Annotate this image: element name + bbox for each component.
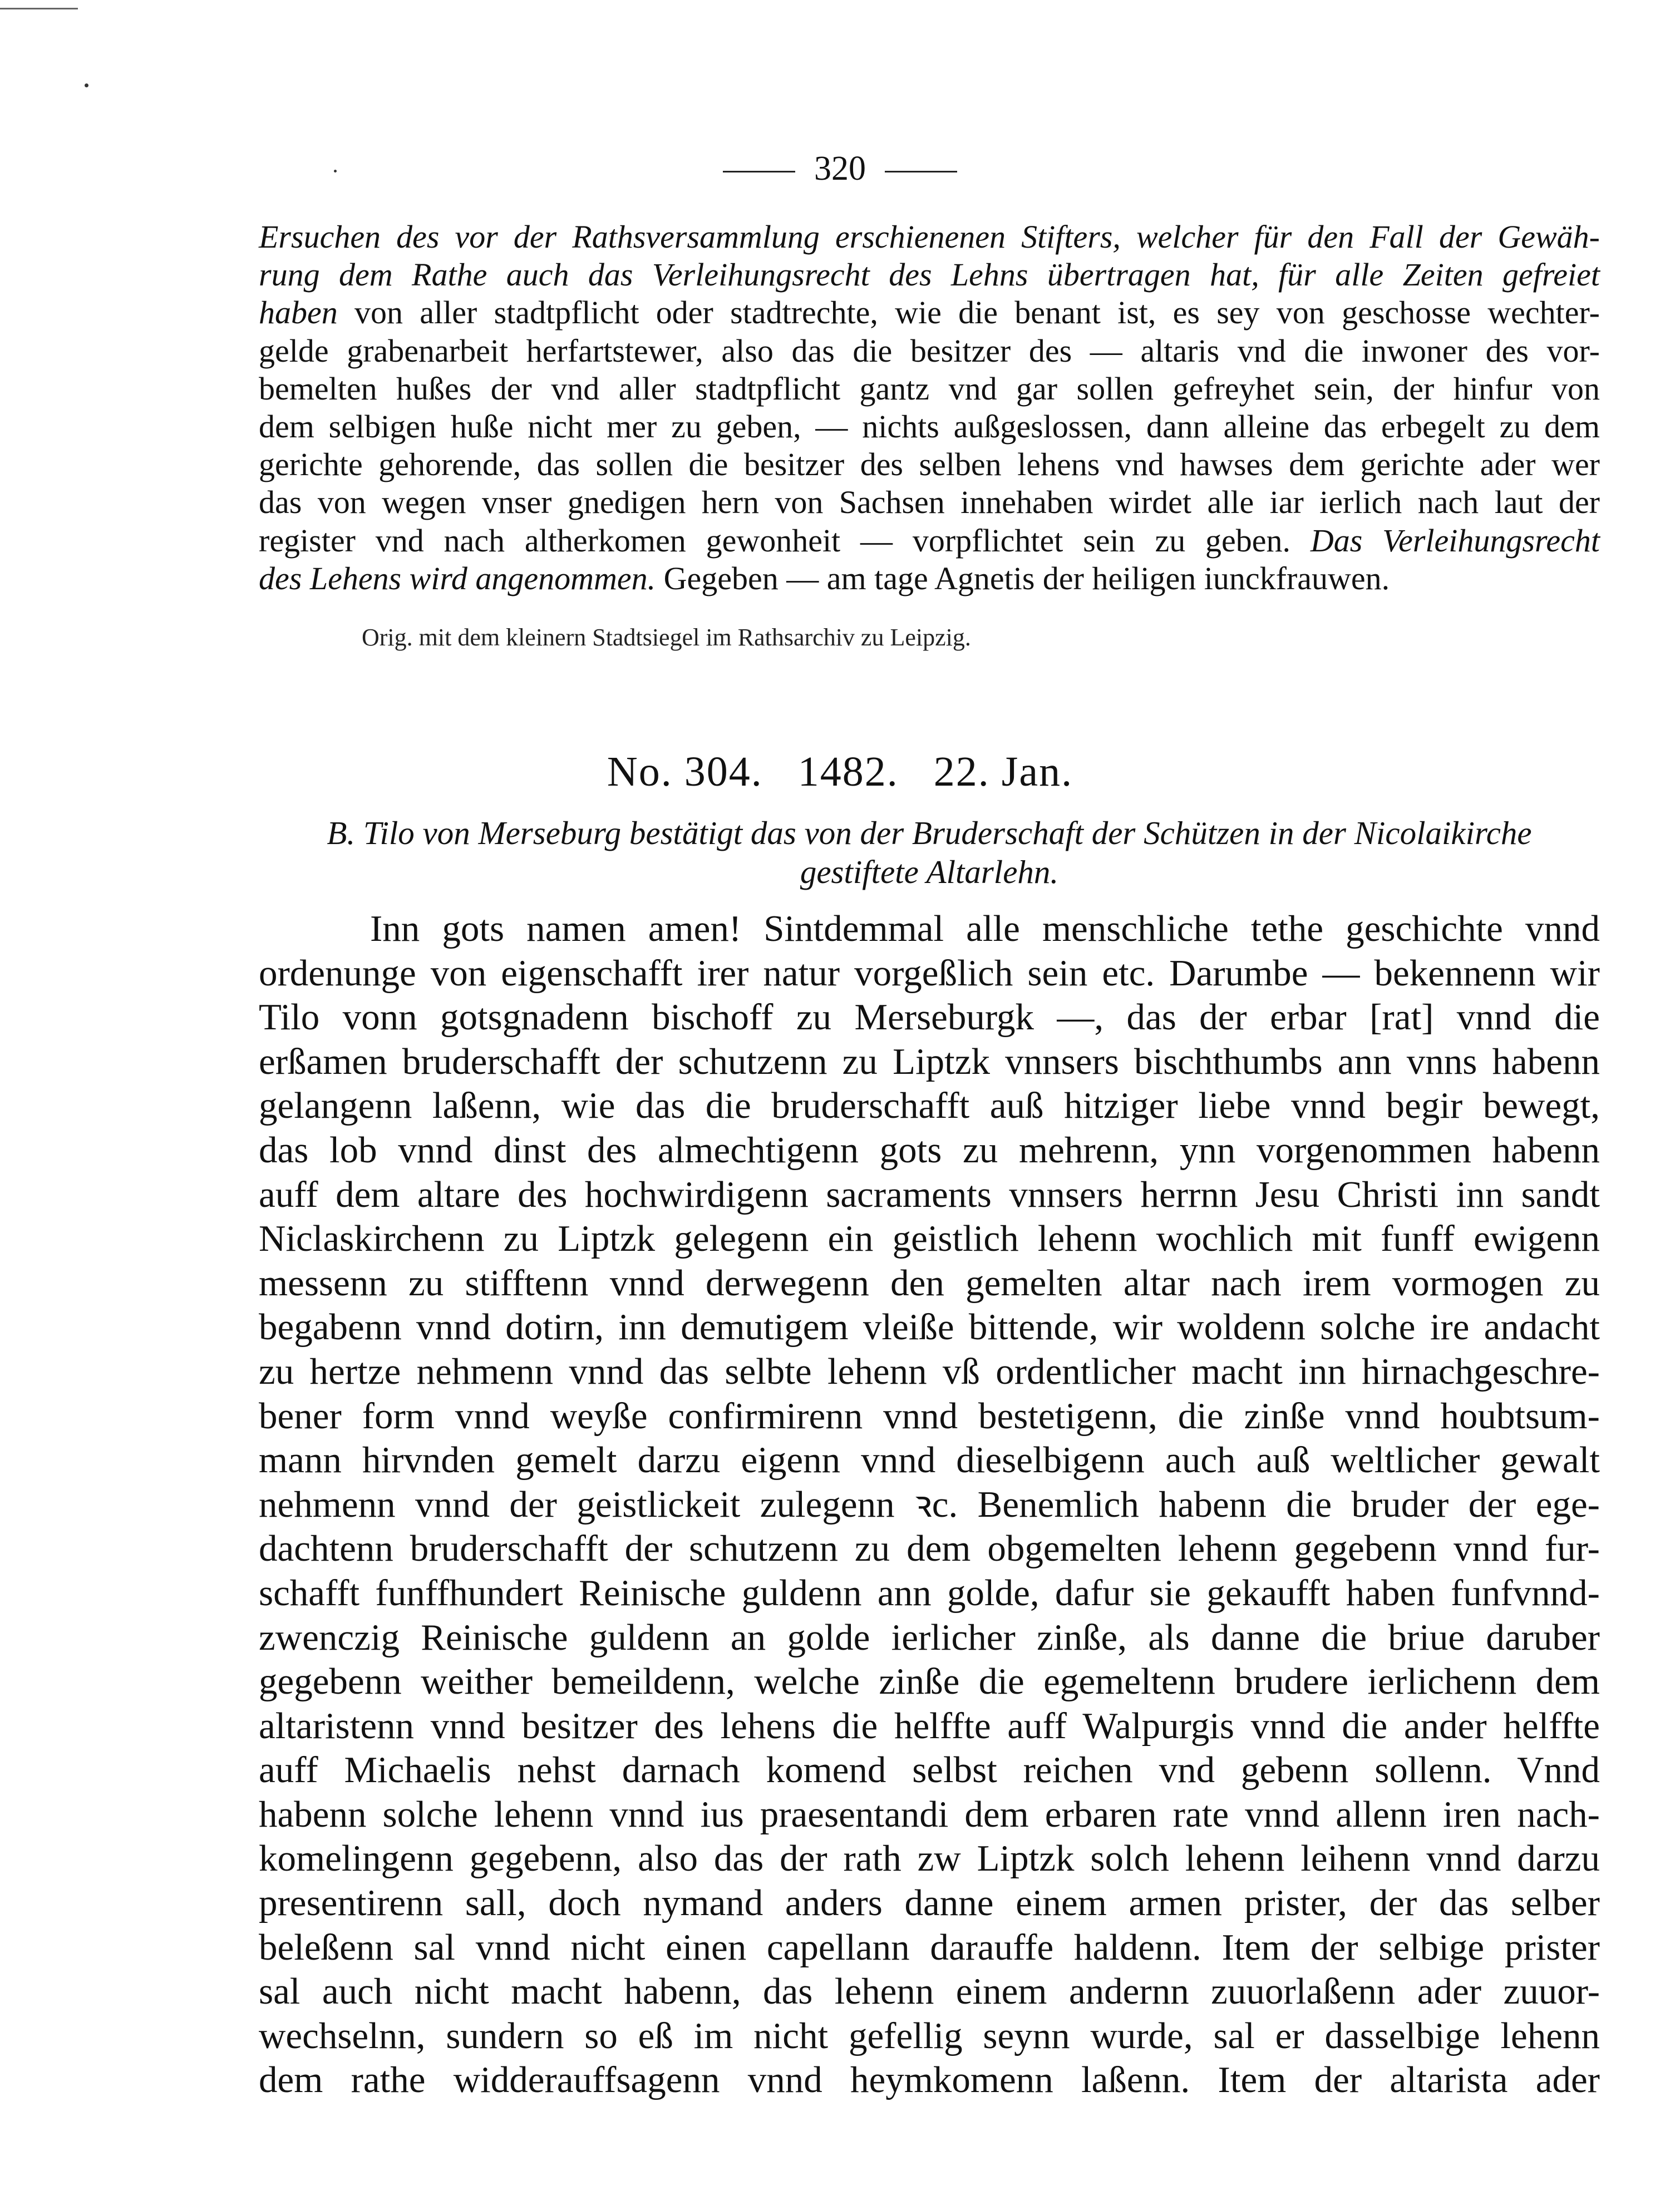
quoted-text: von aller stadtpflicht oder stadtrechte, wie die benant ist, es sey von geschosse wechter- [337, 294, 1600, 331]
intro-line [259, 370, 1600, 408]
intro-line [259, 218, 1600, 256]
header-dash-right [885, 171, 957, 172]
summary-line: gestiftete Altarlehn. [800, 854, 1059, 890]
editorial-italic-text: des Lehens wird angenommen. [259, 560, 656, 596]
quoted-text: bemelten hußes der vnd aller stadtpflicht gantz vnd gar sollen gefreyhet sein, der hinfur von [259, 370, 1600, 407]
document-heading: No. 304. 1482. 22. Jan. [607, 748, 1073, 795]
body-line: bener form vnnd weyße confirmirenn vnnd bestetigenn, die zinße vnnd houbtsum- [259, 1395, 1600, 1437]
summary-line: B. Tilo von Merseburg bestätigt das von der Bruderschaft der Schützen in der Nicolaikirche [327, 815, 1532, 851]
quoted-text: register vnd nach altherkomen gewonheit — vorpflichtet sein zu geben. [259, 522, 1311, 559]
body-line: beleßenn sal vnnd nicht einen capellann darauffe haldenn. Item der selbige prister [259, 1926, 1600, 1968]
body-line: Niclaskirchenn zu Liptzk gelegenn ein geistlich lehenn wochlich mit funff ewigenn [259, 1218, 1600, 1260]
source-note: Orig. mit dem kleinern Stadtsiegel im Rathsarchiv zu Leipzig. [362, 624, 971, 651]
body-line: auff dem altare des hochwirdigenn sacraments vnnsers herrnn Jesu Christi inn sandt [259, 1173, 1600, 1215]
body-line: altaristenn vnnd besitzer des lehens die helffte auff Walpurgis vnnd die ander helffte [259, 1705, 1600, 1747]
intro-line [259, 408, 1600, 446]
document-summary [259, 813, 1600, 891]
page-header [0, 149, 1680, 188]
body-line: auff Michaelis nehst darnach komend selbst reichen vnd gebenn sollenn. Vnnd [259, 1749, 1600, 1791]
body-line: gegebenn weither bemeildenn, welche zinße die egemeltenn brudere ierlichenn dem [259, 1661, 1600, 1703]
body-line: messenn zu stifftenn vnnd derwegenn den gemelten altar nach irem vormogen zu [259, 1262, 1600, 1304]
body-line: mann hirvnden gemelt darzu eigenn vnnd dieselbigenn auch auß weltlicher gewalt [259, 1439, 1600, 1481]
editorial-italic-text: haben [259, 294, 338, 331]
intro-line [259, 332, 1600, 370]
quoted-text: Gegeben — am tage Agnetis der heiligen iunckfrauwen. [656, 560, 1390, 596]
intro-line [259, 522, 1600, 560]
body-line: erßamen bruderschafft der schutzenn zu Liptzk vnnsers bischthumbs ann vnns habenn [259, 1040, 1600, 1082]
scan-speck [85, 83, 88, 87]
body-line: Inn gots namen amen! Sintdemmal alle menschliche tethe geschichte vnnd [370, 908, 1600, 949]
body-line: komelingenn gegebenn, also das der rath zw Liptzk solch lehenn leihenn vnnd darzu [259, 1838, 1600, 1880]
quoted-text: gelde grabenarbeit herfartstewer, also das die besitzer des — altaris vnd die inwoner des vor- [259, 332, 1600, 369]
body-line: nehmenn vnnd der geistlickeit zulegenn ꝛc. Benemlich habenn die bruder der ege- [259, 1483, 1600, 1525]
quoted-text: gerichte gehorende, das sollen die besitzer des selben lehens vnd hawses dem gerichte ader wer [259, 446, 1600, 483]
body-line: das lob vnnd dinst des almechtigenn gots zu mehrenn, ynn vorgenommen habenn [259, 1129, 1600, 1171]
quoted-text: dem selbigen huße nicht mer zu geben, — nichts außgeslossen, dann alleine das erbegelt zu dem [259, 408, 1600, 445]
intro-line [259, 560, 1600, 598]
editorial-italic-text: Ersuchen des vor der Rathsversammlung erschienenen Stifters, welcher für den Fall der Gewäh- [259, 219, 1600, 255]
body-line: begabenn vnnd dotirn, inn demutigem vleiße bittende, wir woldenn solche ire andacht [259, 1306, 1600, 1348]
intro-line [259, 446, 1600, 484]
editorial-italic-text: rung dem Rathe auch das Verleihungsrecht des Lehns übertragen hat, für alle Zeiten gefreiet [259, 256, 1600, 293]
quoted-text: das von wegen vnser gnedigen hern von Sachsen innehaben wirdet alle iar ierlich nach laut der [259, 484, 1600, 521]
previous-document-continuation [259, 218, 1600, 598]
body-line: presentirenn sall, doch nymand anders danne einem armen prister, der das selber [259, 1882, 1600, 1924]
body-line: gelangenn laßenn, wie das die bruderschafft auß hitziger liebe vnnd begir bewegt, [259, 1085, 1600, 1127]
document-body [259, 907, 1600, 2103]
body-line: Tilo vonn gotsgnadenn bischoff zu Merseburgk —, das der erbar [rat] vnnd die [259, 997, 1600, 1038]
editorial-italic-text: Das Verleihungsrecht [1310, 522, 1600, 559]
intro-line [259, 294, 1600, 332]
intro-line [259, 256, 1600, 294]
body-line: ordenunge von eigenschafft irer natur vorgeßlich sein etc. Darumbe — bekennenn wir [259, 952, 1600, 994]
body-line: sal auch nicht macht habenn, das lehenn einem andernn zuuorlaßenn ader zuuor- [259, 1971, 1600, 2012]
body-line: zwenczig Reinische guldenn an golde ierlicher zinße, als danne die briue daruber [259, 1616, 1600, 1658]
body-line: dem rathe widderauffsagenn vnnd heymkomenn laßenn. Item der altarista ader [259, 2059, 1600, 2101]
body-line: zu hertze nehmenn vnnd das selbte lehenn vß ordentlicher macht inn hirnachgeschre- [259, 1350, 1600, 1392]
body-line: dachtenn bruderschafft der schutzenn zu dem obgemelten lehenn gegebenn vnnd fur- [259, 1528, 1600, 1570]
body-line: habenn solche lehenn vnnd ius praesentandi dem erbaren rate vnnd allenn iren nach- [259, 1793, 1600, 1835]
body-line: wechselnn, sundern so eß im nicht gefellig seynn wurde, sal er dasselbige lehenn [259, 2015, 1600, 2056]
header-dash-left [723, 171, 795, 172]
intro-line [259, 484, 1600, 521]
page-number: 320 [814, 150, 866, 188]
scan-edge-mark [0, 8, 78, 9]
body-line: schafft funffhundert Reinische guldenn ann golde, dafur sie gekaufft haben funfvnnd- [259, 1572, 1600, 1614]
